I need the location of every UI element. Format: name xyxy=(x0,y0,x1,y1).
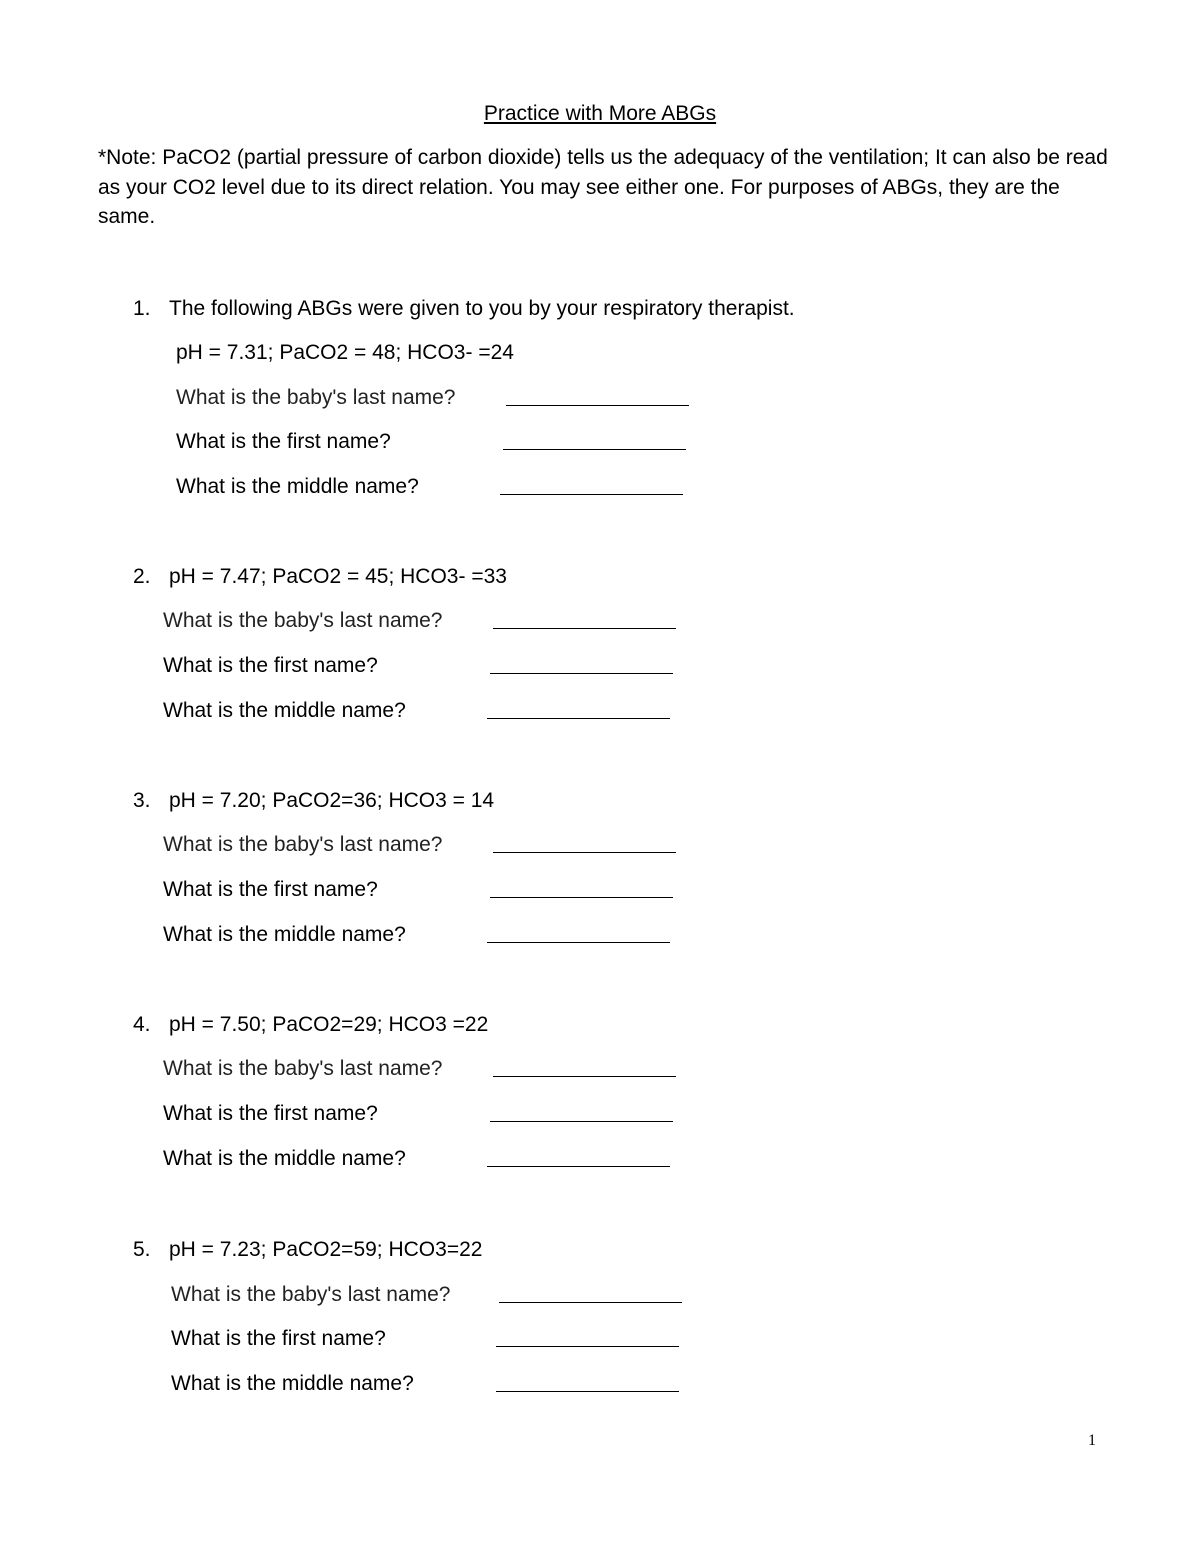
prompt-label: What is the middle name? xyxy=(176,475,419,498)
prompt-label: What is the baby's last name? xyxy=(163,1057,443,1080)
prompt-label: What is the first name? xyxy=(163,878,378,901)
question-number: 4. xyxy=(133,1013,151,1036)
question-number: 5. xyxy=(133,1238,151,1261)
answer-blank[interactable] xyxy=(493,852,676,853)
answer-blank[interactable] xyxy=(499,1302,682,1303)
prompt-label: What is the first name? xyxy=(176,430,391,453)
question-heading xyxy=(133,1011,488,1039)
answer-blank[interactable] xyxy=(487,1166,670,1167)
answer-blank[interactable] xyxy=(506,405,689,406)
abg-values: pH = 7.31; PaCO2 = 48; HCO3- =24 xyxy=(176,341,514,364)
question-number: 1. xyxy=(133,297,151,320)
prompt-label: What is the baby's last name? xyxy=(176,386,456,409)
answer-blank[interactable] xyxy=(500,494,683,495)
answer-blank[interactable] xyxy=(490,673,673,674)
answer-blank[interactable] xyxy=(490,897,673,898)
question-heading xyxy=(133,787,494,815)
prompt-label: What is the middle name? xyxy=(163,1147,406,1170)
answer-blank[interactable] xyxy=(490,1121,673,1122)
page-title: Practice with More ABGs xyxy=(483,102,717,125)
prompt-label: What is the baby's last name? xyxy=(163,609,443,632)
prompt-label: What is the middle name? xyxy=(171,1372,414,1395)
prompt-label: What is the first name? xyxy=(171,1327,386,1350)
question-text: pH = 7.47; PaCO2 = 45; HCO3- =33 xyxy=(169,565,507,588)
page-number: 1 xyxy=(1088,1432,1096,1449)
prompt-label: What is the middle name? xyxy=(163,699,406,722)
answer-blank[interactable] xyxy=(496,1346,679,1347)
prompt-label: What is the baby's last name? xyxy=(163,833,443,856)
answer-blank[interactable] xyxy=(487,942,670,943)
question-number: 2. xyxy=(133,565,151,588)
prompt-label: What is the first name? xyxy=(163,654,378,677)
question-number: 3. xyxy=(133,789,151,812)
note-paragraph: *Note: PaCO2 (partial pressure of carbon dioxide) tells us the adequacy of the ventilation; It can also be read as your CO2 level due to its direct relation. You may see either one. For purposes of ABGs, they are the same. xyxy=(98,146,1108,228)
answer-blank[interactable] xyxy=(493,1076,676,1077)
question-text: pH = 7.50; PaCO2=29; HCO3 =22 xyxy=(169,1013,489,1036)
answer-blank[interactable] xyxy=(496,1391,679,1392)
question-heading xyxy=(133,1236,482,1264)
question-text: pH = 7.23; PaCO2=59; HCO3=22 xyxy=(169,1238,483,1261)
question-heading xyxy=(133,295,795,323)
answer-blank[interactable] xyxy=(503,449,686,450)
prompt-label: What is the first name? xyxy=(163,1102,378,1125)
question-text: pH = 7.20; PaCO2=36; HCO3 = 14 xyxy=(169,789,495,812)
answer-blank[interactable] xyxy=(487,718,670,719)
question-heading xyxy=(133,563,507,591)
answer-blank[interactable] xyxy=(493,628,676,629)
question-text: The following ABGs were given to you by your respiratory therapist. xyxy=(169,297,795,320)
prompt-label: What is the baby's last name? xyxy=(171,1283,451,1306)
prompt-label: What is the middle name? xyxy=(163,923,406,946)
